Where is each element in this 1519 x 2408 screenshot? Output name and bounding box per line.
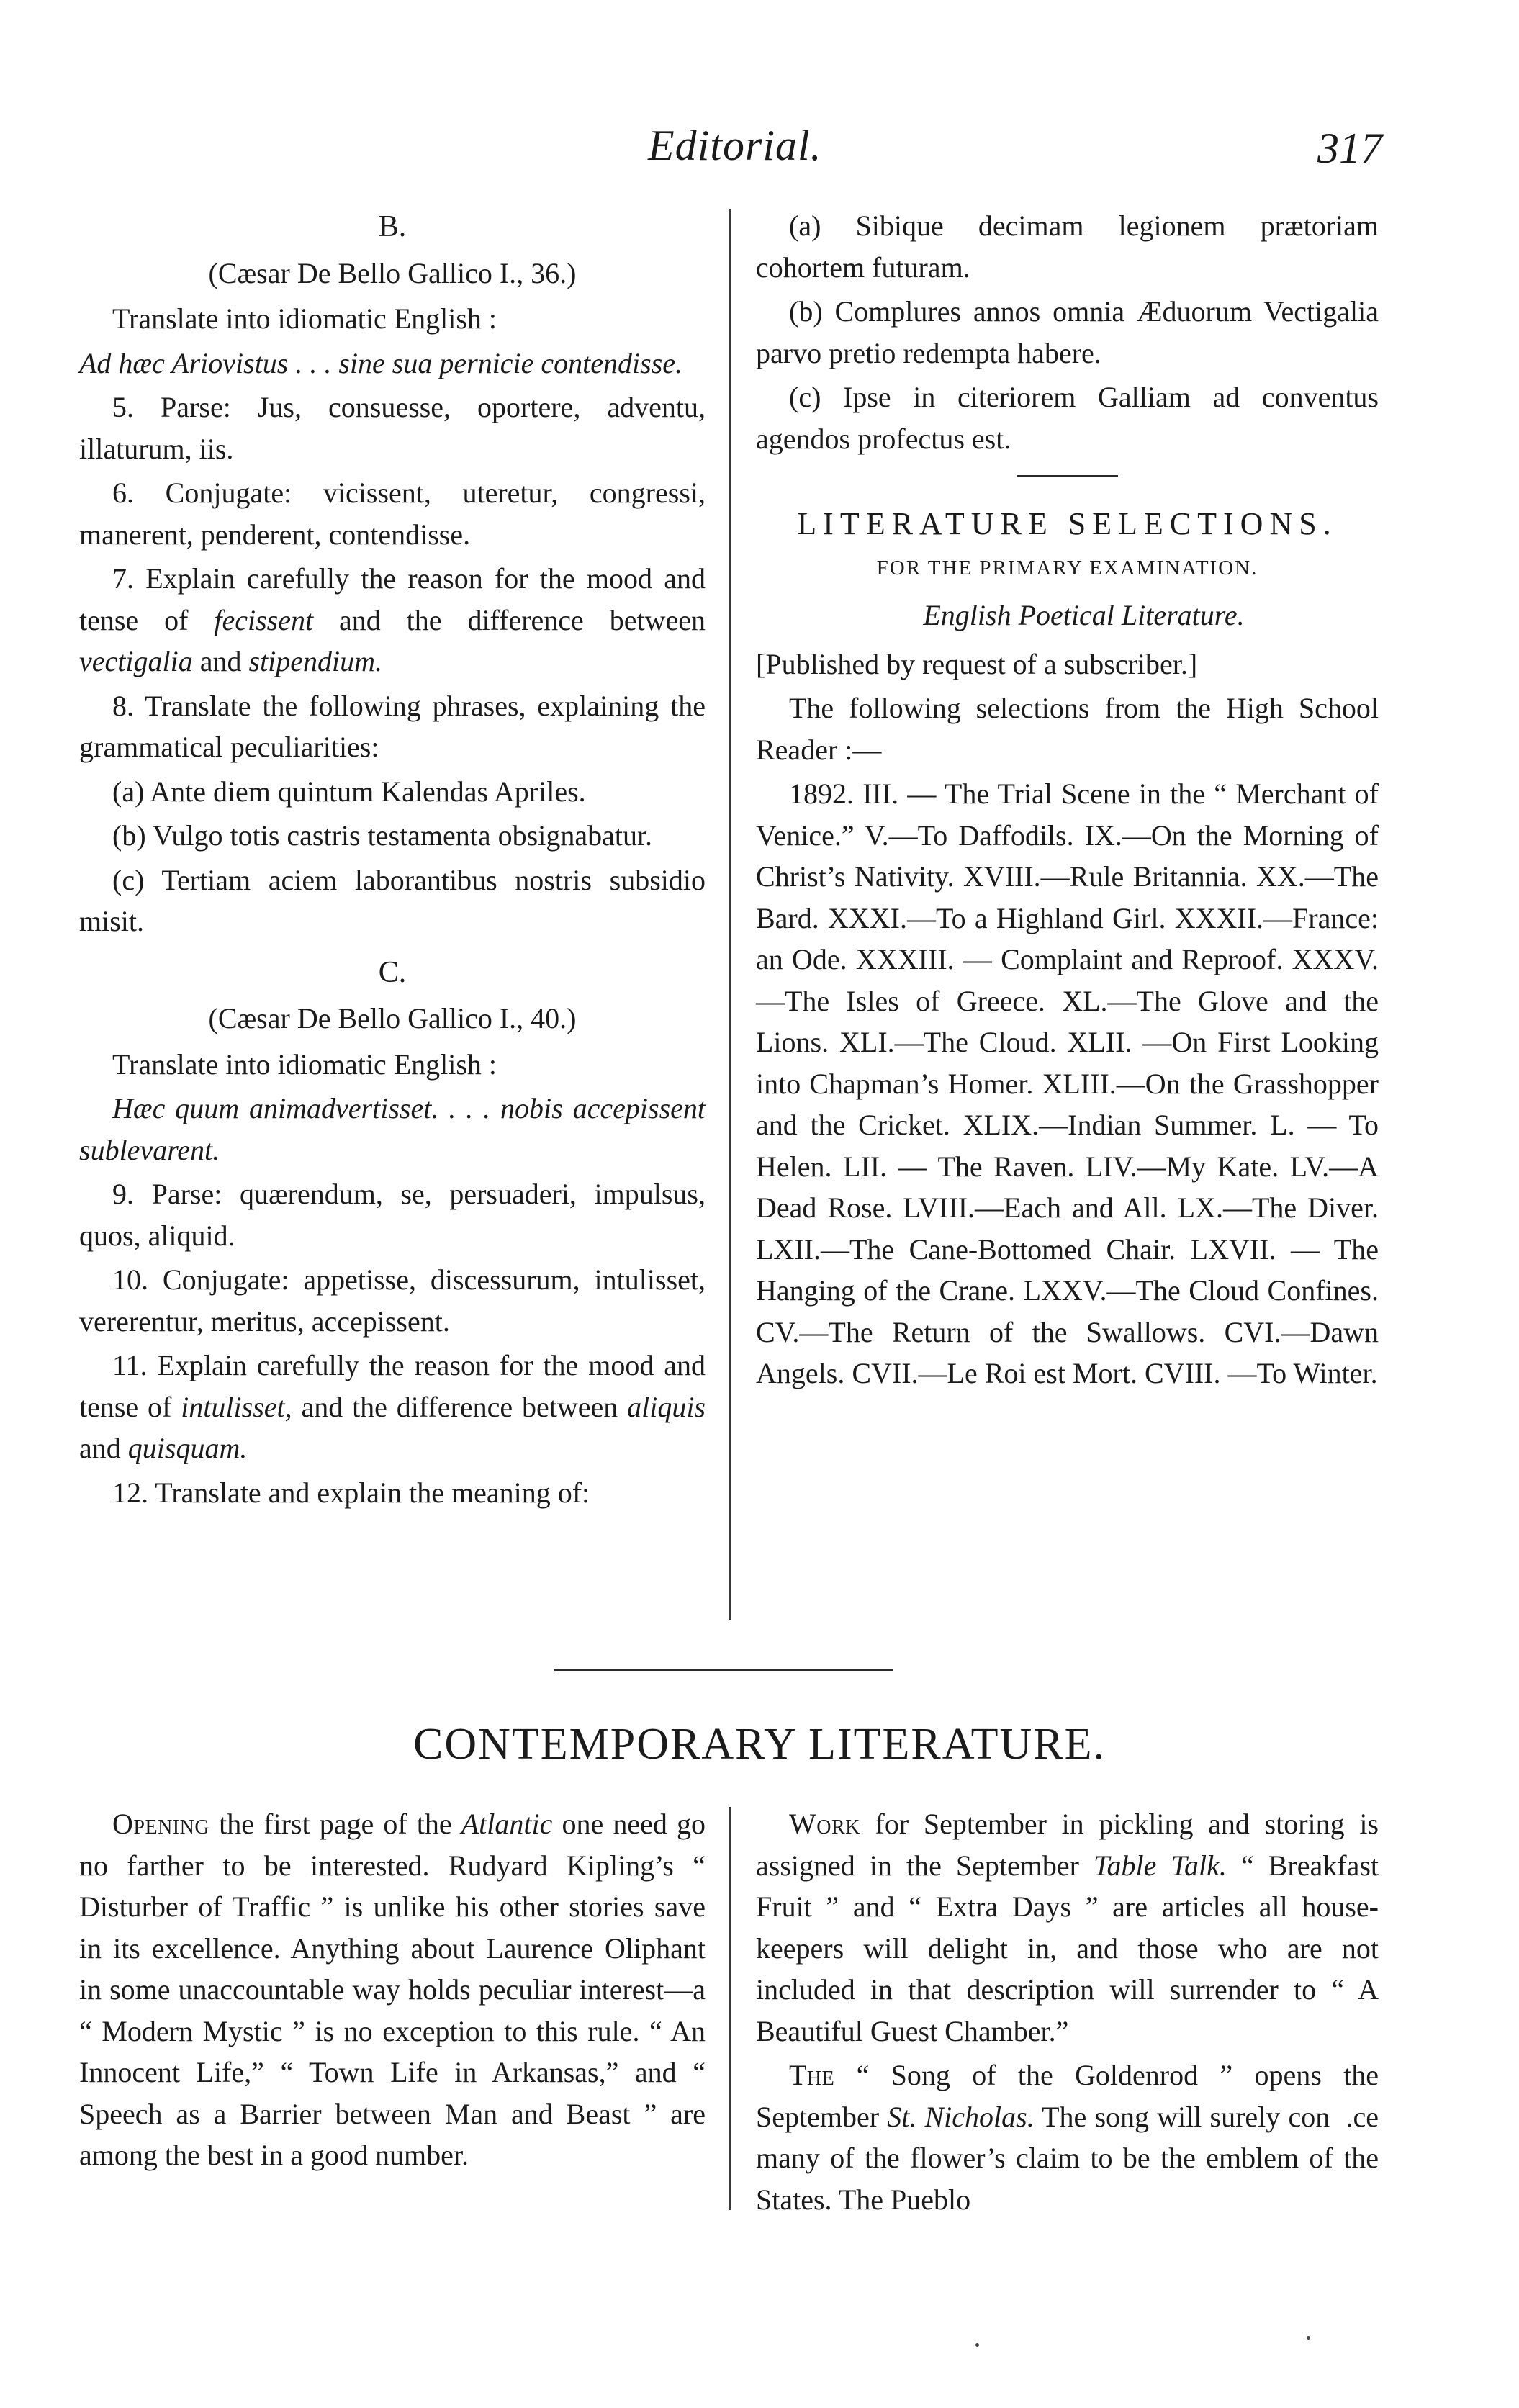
contemporary-left-column [79,1803,706,2179]
contemporary-right-column [756,1803,1379,2223]
q11-text-c: and the difference between [292,1390,628,1423]
st-nicholas-text-1: “ Song of the Goldenrod ” opens the September [756,2059,1379,2133]
poetical-literature-subtitle: English Poetical Literature. [923,599,1245,631]
q7-term-stipendium: stipendium. [248,645,383,677]
question-12: 12. Translate and explain the meaning of: [112,1476,590,1509]
st-nicholas-text-2: The song will surely con .ce many of the flower’s claim to be the emblem of the States. The Pueblo [756,2100,1379,2216]
question-b: (b) Complures annos omnia Æduorum Vectigalia parvo pretio redempta habere. [756,295,1379,369]
table-talk-review [756,1803,1379,2052]
q7-text-e: and [192,645,249,677]
print-speck [1307,2336,1310,2340]
contemporary-literature-heading: CONTEMPORARY LITERATURE. [413,1720,1106,1769]
page-number: 317 [1317,125,1382,172]
selections-intro: The following selections from the High School Reader :— [756,692,1379,766]
left-column-exam [79,205,706,1516]
question-6: 6. Conjugate: vicissent, uteretur, congressi, manerent, penderent, contendisse. [79,477,706,551]
question-7 [79,558,706,682]
the-word: The [789,2059,835,2091]
q11-term-intulisset: intulisset, [181,1390,292,1423]
table-talk-text-2: “ Breakfast Fruit ” and “ Extra Days ” are articles all house-keepers will delight in, and those who are not included in that description will surrender to “ A Beautiful Guest Chamber.” [756,1849,1379,2047]
opening-word: Opening [112,1808,210,1840]
st-nicholas-review [756,2055,1379,2220]
question-10: 10. Conjugate: appetisse, discessurum, intulisset, vererentur, meritus, accepissent. [79,1263,706,1338]
section-c-citation: (Cæsar De Bello Gallico I., 40.) [208,1002,577,1034]
section-rule [1017,475,1118,477]
selections-list: 1892. III. — The Trial Scene in the “ Merchant of Venice.” V.—To Daffodils. IX.—On the Morning of Christ’s Nativity. XVIII.—Rule Britannia. XX.—The Bard. XXXI.—To a Highland Girl. XXXII.—France: an Ode. XXXIII. — Complaint and Reproof. XXXV.—The Isles of Greece. XL.—The Glove and the Lions. XLI.—The Cloud. XLII. —On First Looking into Chapman’s Homer. XLIII.—On the Grasshopper and the Cricket. XLIX.—Indian Summer. L. — To Helen. LII. — The Raven. LIV.—My Kate. LV.—A Dead Rose. LVIII.—Each and All. LX.—The Diver. LXII.—The Cane-Bottomed Chair. LXVII. — The Hanging of the Crane. LXXV.—The Cloud Confines. CV.—The Return of the Swallows. CVI.—Dawn Angels. CVII.—Le Roi est Mort. CVIII. —To Winter. [756,777,1379,1389]
work-word: Work [789,1808,860,1840]
literature-selections-heading: LITERATURE SELECTIONS. [797,506,1338,541]
q11-term-aliquis: aliquis [627,1390,706,1423]
question-8: 8. Translate the following phrases, explaining the grammatical peculiarities: [79,689,706,763]
print-speck [975,2343,979,2347]
section-b-passage: Ad hæc Ariovistus . . . sine sua pernicie contendisse. [79,346,683,379]
question-a: (a) Sibique decimam legionem prætoriam cohortem futuram. [756,209,1379,284]
q11-text-a: 11. Explain carefully the reason for the mood and tense of [79,1349,706,1423]
column-divider-top [729,209,731,1620]
atlantic-review [79,1803,706,2176]
question-5: 5. Parse: Jus, consuesse, oportere, adventu, illaturum, iis. [79,391,706,465]
atlantic-text-2: one need go no farther to be interested. Rudyard Kipling’s “ Disturber of Traffic ” is unlike his other stories save in its excellence. Anything about Laurence Oliphant in some unaccountable way holds peculiar interest—a “ Modern Mystic ” is no exception to this rule. “ An Innocent Life,” “ Town Life in Arkansas,” and “ Speech as a Barrier between Man and Beast ” are among the best in a good number. [79,1808,706,2171]
q11-text-e: and [79,1432,128,1464]
question-8c: (c) Tertiam aciem laborantibus nostris subsidio misit. [79,863,706,937]
q7-text-c: and the difference between [313,603,706,636]
question-8b: (b) Vulgo totis castris testamenta obsignabatur. [112,819,653,852]
atlantic-text-1: the first page of the [209,1808,461,1840]
q7-text-a: 7. Explain carefully the reason for the mood and tense of [79,562,706,636]
section-c-passage: Hæc quum animadvertisset. . . . nobis accepissent sublevarent. [79,1092,706,1166]
section-b-letter: B. [378,210,407,243]
question-9: 9. Parse: quærendum, se, persuaderi, impulsus, quos, aliquid. [79,1178,706,1252]
right-column-exam [756,205,1379,1397]
atlantic-title: Atlantic [461,1808,553,1840]
table-talk-text-1: for September in pickling and storing is assigned in the September [756,1808,1379,1882]
q7-term-vectigalia: vectigalia [79,645,193,677]
question-c: (c) Ipse in citeriorem Galliam ad conventus agendos profectus est. [756,381,1379,455]
table-talk-title: Table Talk. [1093,1849,1227,1882]
section-b-citation: (Cæsar De Bello Gallico I., 36.) [208,256,577,289]
section-c-letter: C. [378,955,407,989]
q11-term-quisquam: quisquam. [127,1432,248,1464]
section-divider [554,1669,893,1671]
q7-term-fecissent: fecissent [214,603,314,636]
published-note: [Published by request of a subscriber.] [756,647,1198,680]
question-8a: (a) Ante diem quintum Kalendas Apriles. [112,775,586,808]
section-b-instruction: Translate into idiomatic English : [112,302,497,335]
question-11 [79,1345,706,1469]
primary-examination-subheading: FOR THE PRIMARY EXAMINATION. [876,556,1258,580]
section-c-instruction: Translate into idiomatic English : [112,1047,497,1081]
running-title: Editorial. [648,122,822,169]
st-nicholas-title: St. Nicholas. [887,2100,1035,2133]
column-divider-bottom [729,1807,731,2210]
